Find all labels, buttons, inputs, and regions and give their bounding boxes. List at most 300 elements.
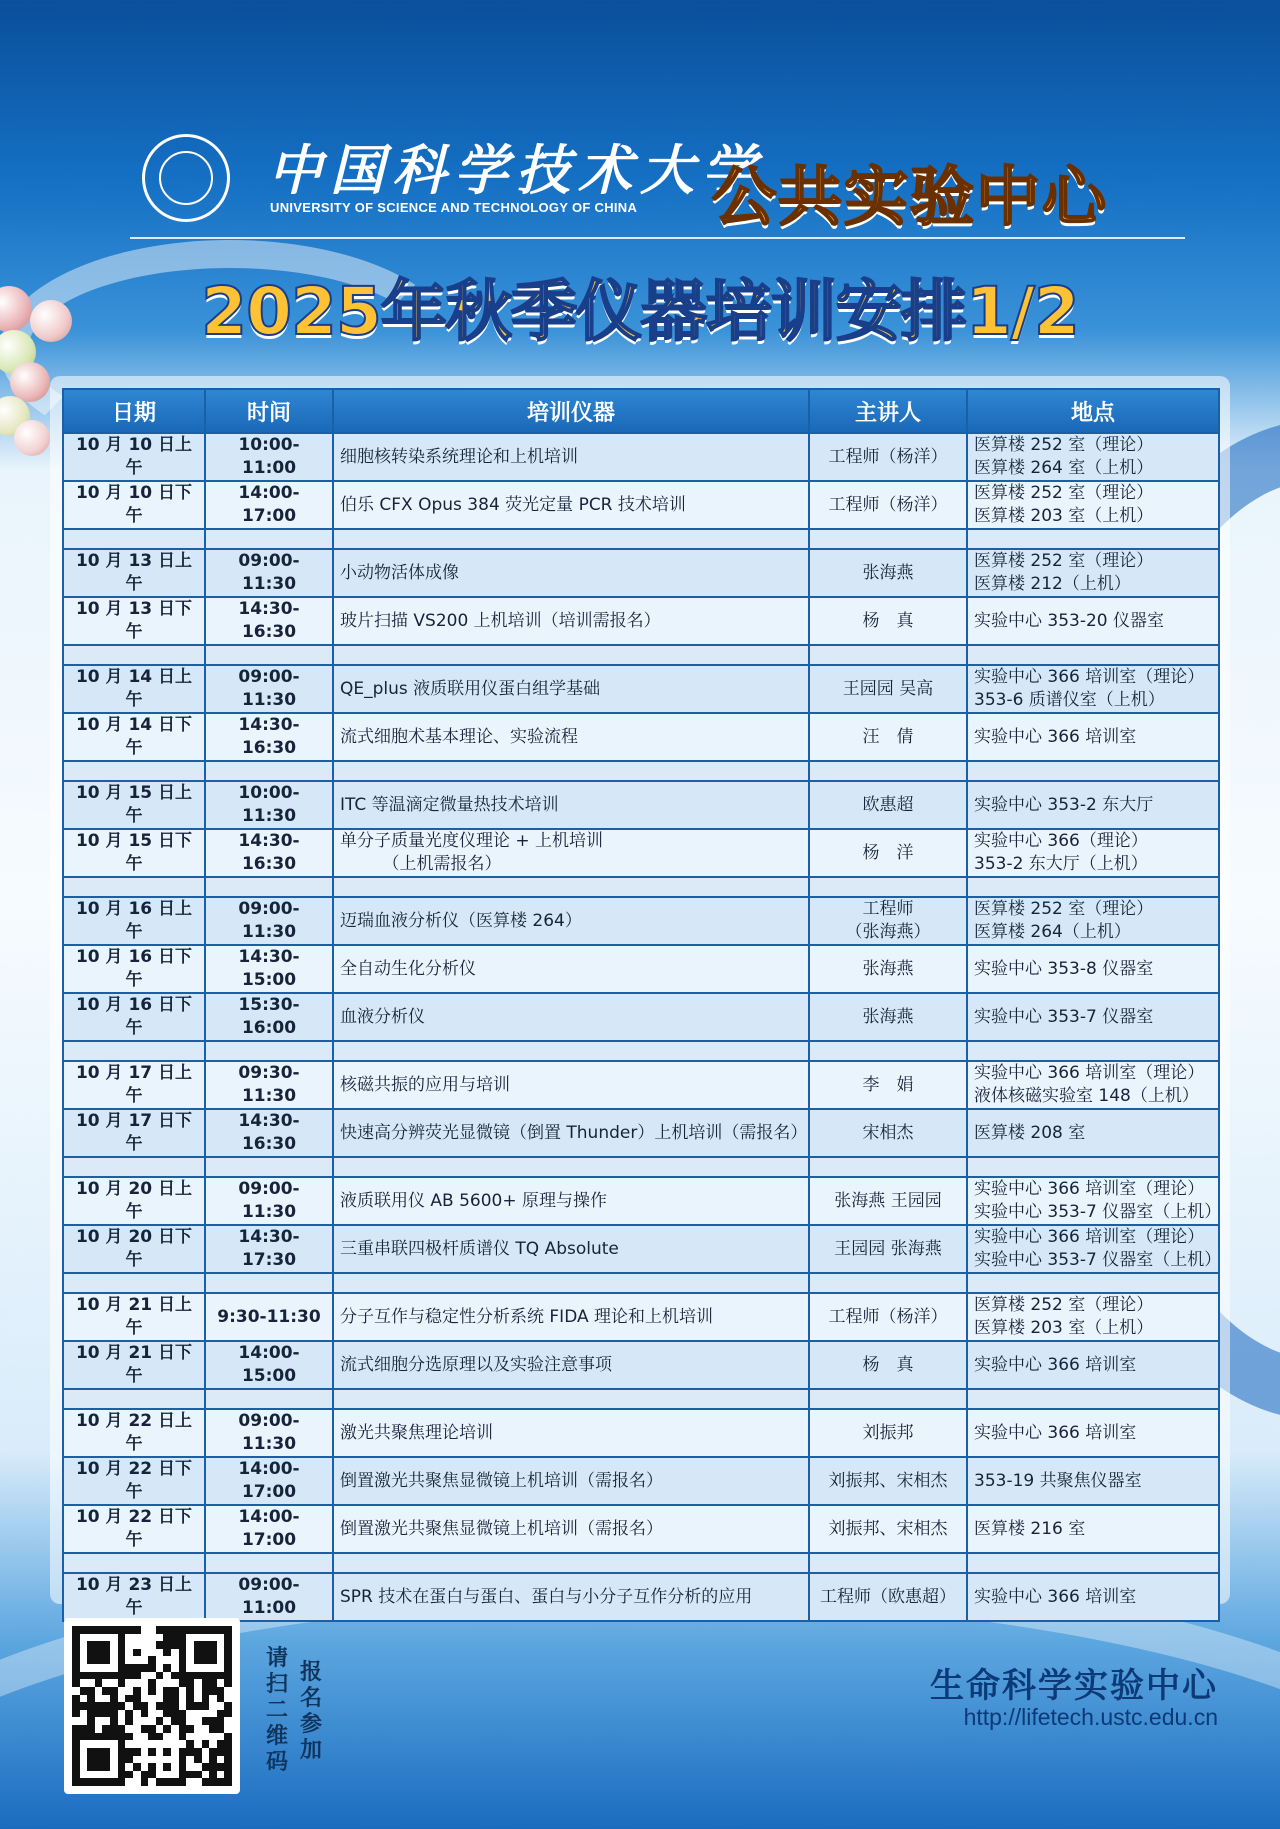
qr-module	[148, 1717, 156, 1725]
qr-module	[209, 1717, 217, 1725]
qr-module	[80, 1740, 88, 1748]
poster-header	[0, 0, 1280, 240]
qr-module	[80, 1733, 88, 1741]
qr-module	[224, 1725, 232, 1733]
cell-location	[967, 897, 1219, 945]
qr-module	[148, 1695, 156, 1703]
qr-module	[118, 1710, 126, 1718]
spacer-cell	[967, 877, 1219, 897]
qr-module	[156, 1740, 164, 1748]
cell-date: 10 月 23 日上午	[63, 1573, 205, 1621]
group-spacer-row	[63, 1041, 1219, 1061]
table-body	[63, 433, 1222, 1621]
qr-module	[87, 1710, 95, 1718]
qr-module	[102, 1756, 110, 1764]
cell-location-line: 医算楼 203 室（上机）	[974, 1318, 1154, 1338]
qr-module	[209, 1702, 217, 1710]
qr-module	[202, 1756, 210, 1764]
cell-lecturer	[809, 1341, 967, 1389]
qr-module	[156, 1771, 164, 1779]
qr-module	[186, 1641, 194, 1649]
column-header-instrument: 培训仪器	[333, 389, 809, 433]
qr-module	[186, 1778, 194, 1786]
table-row	[63, 1505, 1219, 1553]
spacer-cell	[333, 1553, 809, 1573]
spacer-cell	[809, 529, 967, 549]
qr-module	[179, 1725, 187, 1733]
qr-module	[194, 1778, 202, 1786]
cell-location	[967, 433, 1219, 481]
qr-module	[80, 1641, 88, 1649]
cell-location-line: 医算楼 252 室（理论）	[974, 1295, 1154, 1315]
qr-module	[171, 1740, 179, 1748]
qr-module	[217, 1710, 225, 1718]
qr-module	[186, 1733, 194, 1741]
qr-module	[80, 1634, 88, 1642]
qr-module	[95, 1641, 103, 1649]
cell-instrument	[333, 1505, 809, 1553]
qr-module	[156, 1649, 164, 1657]
table-row	[63, 897, 1219, 945]
qr-module	[141, 1717, 149, 1725]
qr-module	[133, 1649, 141, 1657]
qr-module	[156, 1664, 164, 1672]
qr-module	[118, 1634, 126, 1642]
cell-lecturer-line: 王园园 张海燕	[834, 1238, 942, 1259]
spacer-cell	[63, 529, 205, 549]
cell-lecturer	[809, 781, 967, 829]
qr-module	[80, 1778, 88, 1786]
cell-instrument	[333, 1177, 809, 1225]
qr-module	[80, 1771, 88, 1779]
cell-time: 9:30-11:30	[205, 1293, 333, 1341]
qr-module	[80, 1626, 88, 1634]
cell-location-line: 实验中心 353-2 东大厅	[974, 794, 1154, 815]
qr-module	[102, 1649, 110, 1657]
qr-module	[102, 1763, 110, 1771]
qr-module	[125, 1748, 133, 1756]
qr-module	[102, 1740, 110, 1748]
cell-date: 10 月 20 日上午	[63, 1177, 205, 1225]
spacer-cell	[333, 761, 809, 781]
table-row	[63, 1225, 1219, 1273]
qr-module	[194, 1656, 202, 1664]
qr-module	[95, 1702, 103, 1710]
organization-url[interactable]: http://lifetech.ustc.edu.cn	[963, 1704, 1218, 1730]
qr-code-pattern	[72, 1626, 232, 1786]
qr-module	[224, 1710, 232, 1718]
spacer-cell	[333, 529, 809, 549]
qr-code-icon[interactable]	[64, 1618, 240, 1794]
qr-module	[87, 1679, 95, 1687]
cell-instrument-line: 全自动生化分析仪	[340, 958, 476, 979]
qr-module	[186, 1748, 194, 1756]
table-row	[63, 665, 1219, 713]
qr-module	[179, 1679, 187, 1687]
qr-module	[148, 1687, 156, 1695]
qr-module	[186, 1626, 194, 1634]
qr-module	[102, 1656, 110, 1664]
cell-date: 10 月 16 日下午	[63, 993, 205, 1041]
qr-module	[209, 1748, 217, 1756]
column-header-lecturer: 主讲人	[809, 389, 967, 433]
table-row	[63, 1573, 1219, 1621]
spacer-cell	[205, 1157, 333, 1177]
qr-module	[186, 1695, 194, 1703]
column-header-time: 时间	[205, 389, 333, 433]
qr-module	[179, 1733, 187, 1741]
cell-location-line: 实验中心 353-7 仪器室	[974, 1006, 1154, 1027]
qr-module	[87, 1702, 95, 1710]
cell-location	[967, 829, 1219, 877]
cell-location-line: 实验中心 353-7 仪器室（上机）	[974, 1202, 1222, 1222]
cell-date: 10 月 17 日下午	[63, 1109, 205, 1157]
qr-module	[141, 1702, 149, 1710]
qr-module	[110, 1679, 118, 1687]
cell-lecturer-line: 李 娟	[862, 1074, 914, 1095]
qr-module	[186, 1717, 194, 1725]
qr-module	[125, 1702, 133, 1710]
qr-module	[186, 1740, 194, 1748]
qr-module	[171, 1763, 179, 1771]
spacer-cell	[205, 761, 333, 781]
qr-module	[163, 1664, 171, 1672]
qr-module	[163, 1626, 171, 1634]
cell-date: 10 月 16 日下午	[63, 945, 205, 993]
qr-module	[156, 1634, 164, 1642]
qr-module	[194, 1634, 202, 1642]
qr-module	[118, 1664, 126, 1672]
qr-module	[118, 1649, 126, 1657]
qr-module	[95, 1626, 103, 1634]
qr-module	[224, 1702, 232, 1710]
qr-module	[80, 1710, 88, 1718]
qr-module	[217, 1687, 225, 1695]
cell-location-line: 353-6 质谱仪室（上机）	[974, 690, 1165, 710]
ustc-seal-icon	[142, 134, 230, 222]
cell-instrument	[333, 597, 809, 645]
qr-module	[163, 1740, 171, 1748]
qr-module	[194, 1717, 202, 1725]
qr-module	[163, 1672, 171, 1680]
cell-time: 14:30-15:00	[205, 945, 333, 993]
qr-module	[156, 1672, 164, 1680]
cell-time: 14:30-16:30	[205, 713, 333, 761]
qr-module	[80, 1679, 88, 1687]
qr-module	[202, 1725, 210, 1733]
qr-module	[141, 1649, 149, 1657]
qr-module	[72, 1649, 80, 1657]
qr-module	[80, 1725, 88, 1733]
cell-lecturer	[809, 1505, 967, 1553]
cell-lecturer-line: 刘振邦、宋相杰	[828, 1518, 948, 1539]
qr-module	[186, 1634, 194, 1642]
qr-module	[118, 1725, 126, 1733]
organization-name: 生命科学实验中心	[930, 1666, 1218, 1706]
spacer-cell	[333, 1041, 809, 1061]
cell-location-line: 医算楼 252 室（理论）	[974, 899, 1154, 919]
qr-module	[141, 1641, 149, 1649]
qr-module	[171, 1748, 179, 1756]
qr-module	[80, 1664, 88, 1672]
cell-lecturer	[809, 1573, 967, 1621]
qr-module	[217, 1664, 225, 1672]
qr-module	[110, 1687, 118, 1695]
qr-module	[87, 1656, 95, 1664]
qr-module	[110, 1771, 118, 1779]
cell-date: 10 月 16 日上午	[63, 897, 205, 945]
qr-module	[125, 1763, 133, 1771]
qr-module	[102, 1725, 110, 1733]
cell-location	[967, 1109, 1219, 1157]
cell-lecturer-line: 杨 真	[862, 1354, 914, 1375]
qr-module	[209, 1672, 217, 1680]
qr-module	[179, 1702, 187, 1710]
qr-module	[224, 1763, 232, 1771]
spacer-cell	[809, 1389, 967, 1409]
qr-module	[156, 1710, 164, 1718]
cell-instrument	[333, 1061, 809, 1109]
cell-lecturer-line: 工程师（杨洋）	[828, 494, 948, 515]
qr-module	[179, 1687, 187, 1695]
qr-module	[87, 1778, 95, 1786]
spacer-cell	[967, 1041, 1219, 1061]
qr-module	[171, 1733, 179, 1741]
qr-module	[72, 1656, 80, 1664]
qr-module	[186, 1679, 194, 1687]
qr-module	[171, 1702, 179, 1710]
cell-time: 09:00-11:00	[205, 1573, 333, 1621]
qr-module	[118, 1740, 126, 1748]
qr-module	[102, 1702, 110, 1710]
qr-module	[224, 1740, 232, 1748]
poster-title: 2025年秋季仪器培训安排1/2	[201, 273, 1079, 350]
spacer-cell	[205, 877, 333, 897]
spacer-cell	[63, 1273, 205, 1293]
qr-module	[80, 1656, 88, 1664]
qr-module	[179, 1649, 187, 1657]
qr-module	[194, 1626, 202, 1634]
qr-module	[133, 1733, 141, 1741]
qr-module	[156, 1641, 164, 1649]
spacer-cell	[333, 1273, 809, 1293]
qr-module	[163, 1634, 171, 1642]
cell-lecturer-line: 刘振邦	[862, 1422, 914, 1443]
qr-module	[80, 1748, 88, 1756]
cell-instrument	[333, 665, 809, 713]
cell-lecturer	[809, 665, 967, 713]
cell-instrument-line: 激光共聚焦理论培训	[340, 1422, 493, 1443]
cell-time: 09:30-11:30	[205, 1061, 333, 1109]
qr-module	[217, 1702, 225, 1710]
qr-module	[171, 1771, 179, 1779]
training-schedule-table	[62, 388, 1220, 1622]
qr-module	[102, 1778, 110, 1786]
qr-module	[110, 1626, 118, 1634]
cell-instrument-line: 倒置激光共聚焦显微镜上机培训（需报名）	[340, 1470, 663, 1491]
qr-module	[194, 1649, 202, 1657]
group-spacer-row	[63, 645, 1219, 665]
qr-module	[179, 1717, 187, 1725]
qr-module	[163, 1763, 171, 1771]
qr-module	[110, 1702, 118, 1710]
qr-module	[217, 1756, 225, 1764]
qr-module	[102, 1641, 110, 1649]
cell-instrument-line: 快速高分辨荧光显微镜（倒置 Thunder）上机培训（需报名）	[340, 1122, 808, 1143]
qr-module	[87, 1649, 95, 1657]
qr-module	[171, 1626, 179, 1634]
cell-location-line: 实验中心 353-7 仪器室（上机）	[974, 1250, 1222, 1270]
cell-location	[967, 1457, 1219, 1505]
qr-module	[209, 1725, 217, 1733]
qr-module	[102, 1733, 110, 1741]
qr-module	[202, 1717, 210, 1725]
qr-module	[224, 1664, 232, 1672]
cell-location	[967, 781, 1219, 829]
spacer-cell	[63, 645, 205, 665]
cell-instrument-line: 三重串联四极杆质谱仪 TQ Absolute	[340, 1238, 619, 1259]
cell-location-line: 实验中心 366 培训室	[974, 726, 1137, 747]
qr-module	[87, 1763, 95, 1771]
qr-module	[148, 1626, 156, 1634]
qr-module	[194, 1672, 202, 1680]
qr-module	[110, 1710, 118, 1718]
cell-location	[967, 549, 1219, 597]
qr-module	[87, 1664, 95, 1672]
qr-module	[141, 1626, 149, 1634]
spacer-cell	[63, 1157, 205, 1177]
group-spacer-row	[63, 1273, 1219, 1293]
qr-module	[171, 1687, 179, 1695]
cell-location	[967, 993, 1219, 1041]
cell-instrument	[333, 945, 809, 993]
qr-module	[194, 1710, 202, 1718]
qr-module	[125, 1687, 133, 1695]
cell-instrument-line: 伯乐 CFX Opus 384 荧光定量 PCR 技术培训	[340, 494, 686, 515]
qr-module	[72, 1725, 80, 1733]
qr-module	[141, 1778, 149, 1786]
cell-instrument-line: 液质联用仪 AB 5600+ 原理与操作	[340, 1190, 608, 1211]
qr-module	[125, 1626, 133, 1634]
spacer-cell	[205, 1389, 333, 1409]
qr-module	[209, 1733, 217, 1741]
table-header-row	[63, 389, 1219, 433]
cell-location	[967, 1293, 1219, 1341]
cell-time: 09:00-11:30	[205, 549, 333, 597]
qr-module	[80, 1649, 88, 1657]
cell-date: 10 月 10 日上午	[63, 433, 205, 481]
qr-module	[186, 1725, 194, 1733]
qr-module	[95, 1778, 103, 1786]
cell-lecturer	[809, 433, 967, 481]
cell-time: 15:30-16:00	[205, 993, 333, 1041]
qr-module	[133, 1710, 141, 1718]
cell-location	[967, 1573, 1219, 1621]
table-row	[63, 1409, 1219, 1457]
qr-module	[125, 1771, 133, 1779]
table-row	[63, 993, 1219, 1041]
qr-module	[141, 1725, 149, 1733]
qr-module	[179, 1740, 187, 1748]
cell-location-line: 医算楼 203 室（上机）	[974, 506, 1154, 526]
qr-module	[102, 1687, 110, 1695]
qr-module	[163, 1778, 171, 1786]
spacer-cell	[809, 1553, 967, 1573]
qr-module	[209, 1626, 217, 1634]
spacer-cell	[809, 1041, 967, 1061]
qr-module	[125, 1664, 133, 1672]
qr-module	[80, 1702, 88, 1710]
qr-module	[163, 1687, 171, 1695]
qr-module	[148, 1710, 156, 1718]
qr-module	[179, 1634, 187, 1642]
qr-module	[141, 1664, 149, 1672]
qr-module	[95, 1763, 103, 1771]
qr-module	[125, 1710, 133, 1718]
table-row	[63, 1293, 1219, 1341]
qr-module	[202, 1641, 210, 1649]
qr-module	[95, 1717, 103, 1725]
qr-module	[72, 1748, 80, 1756]
qr-module	[179, 1710, 187, 1718]
spacer-cell	[967, 529, 1219, 549]
cell-instrument-line: 流式细胞分选原理以及实验注意事项	[340, 1354, 612, 1375]
table-row	[63, 713, 1219, 761]
qr-module	[148, 1748, 156, 1756]
qr-module	[133, 1687, 141, 1695]
qr-module	[133, 1695, 141, 1703]
cell-lecturer	[809, 1293, 967, 1341]
cell-instrument-line: 血液分析仪	[340, 1006, 425, 1027]
qr-module	[217, 1672, 225, 1680]
qr-module	[141, 1679, 149, 1687]
qr-module	[217, 1679, 225, 1687]
qr-module	[72, 1672, 80, 1680]
group-spacer-row	[63, 877, 1219, 897]
qr-module	[141, 1710, 149, 1718]
cell-instrument-line: 单分子质量光度仪理论 + 上机培训	[340, 831, 604, 851]
qr-module	[156, 1687, 164, 1695]
qr-module	[102, 1695, 110, 1703]
qr-module	[194, 1756, 202, 1764]
qr-module	[125, 1740, 133, 1748]
qr-module	[224, 1641, 232, 1649]
qr-module	[133, 1672, 141, 1680]
spacer-cell	[809, 877, 967, 897]
qr-module	[194, 1733, 202, 1741]
qr-module	[209, 1679, 217, 1687]
qr-module	[95, 1695, 103, 1703]
cell-time: 14:30-16:30	[205, 1109, 333, 1157]
qr-module	[217, 1717, 225, 1725]
cell-date: 10 月 13 日下午	[63, 597, 205, 645]
cell-instrument	[333, 993, 809, 1041]
qr-module	[87, 1634, 95, 1642]
qr-module	[133, 1725, 141, 1733]
qr-module	[110, 1634, 118, 1642]
cell-time: 10:00-11:30	[205, 781, 333, 829]
cell-instrument-line: QE_plus 液质联用仪蛋白组学基础	[340, 678, 601, 699]
qr-module	[110, 1695, 118, 1703]
qr-module	[224, 1733, 232, 1741]
qr-module	[194, 1740, 202, 1748]
qr-module	[194, 1695, 202, 1703]
cell-location-line: 实验中心 366 培训室	[974, 1354, 1137, 1375]
qr-module	[118, 1687, 126, 1695]
qr-module	[224, 1687, 232, 1695]
qr-module	[125, 1733, 133, 1741]
cell-time: 14:00-17:00	[205, 1457, 333, 1505]
